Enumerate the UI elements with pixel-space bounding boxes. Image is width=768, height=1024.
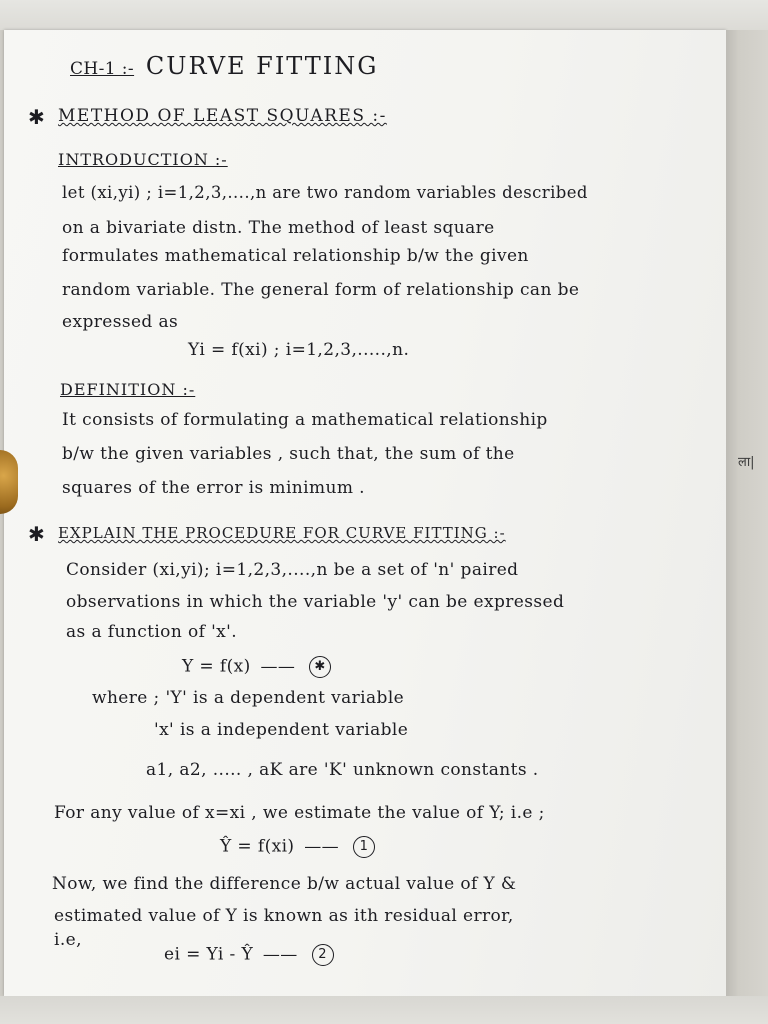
definition-line-1: It consists of formulating a mathematical relationship [62, 410, 548, 430]
definition-line-2: b/w the given variables , such that, the sum of the [62, 444, 515, 464]
bullet-star-icon: ✱ [28, 522, 45, 546]
equation-1-tag: 1 [353, 836, 375, 858]
equation-star [182, 656, 331, 678]
where-line-3: a1, a2, ..... , aK are 'K' unknown constants . [146, 760, 539, 780]
definition-line-3: squares of the error is minimum . [62, 478, 365, 498]
chapter-label: CH-1 :- [70, 59, 135, 79]
adjacent-page-text: ला| [738, 455, 755, 470]
where-line-2: 'x' is a independent variable [154, 720, 409, 740]
equation-1-expr: Ŷ = f(xi) [220, 836, 295, 857]
procedure-line-3: as a function of 'x'. [66, 622, 238, 642]
background-top [0, 0, 768, 30]
section-heading-procedure: EXPLAIN THE PROCEDURE FOR CURVE FITTING :- [58, 524, 506, 542]
equation-2-expr: ei = Yi - Ŷ [164, 944, 254, 965]
introduction-heading: INTRODUCTION :- [58, 150, 228, 169]
equation-dash: —— [304, 836, 340, 857]
background-bottom [0, 996, 768, 1024]
intro-line-1: let (xi,yi) ; i=1,2,3,....,n are two random variables described [62, 183, 588, 202]
intro-line-5: expressed as [62, 312, 179, 332]
thumb-finger [0, 450, 18, 514]
equation-dash: —— [262, 944, 298, 965]
equation-2-tag: 2 [312, 944, 334, 966]
intro-line-4: random variable. The general form of relationship can be [62, 280, 580, 300]
residual-line-1: Now, we find the difference b/w actual value of Y & [52, 874, 517, 894]
where-line-1: where ; 'Y' is a dependent variable [92, 688, 405, 708]
procedure-line-1: Consider (xi,yi); i=1,2,3,....,n be a set of 'n' paired [66, 560, 519, 580]
estimate-line: For any value of x=xi , we estimate the value of Y; i.e ; [54, 803, 545, 823]
section-heading-least-squares: METHOD OF LEAST SQUARES :- [58, 106, 387, 126]
bullet-star-icon: ✱ [28, 105, 45, 129]
chapter-title: CURVE FITTING [145, 52, 379, 80]
intro-formula: Yi = f(xi) ; i=1,2,3,.....,n. [188, 340, 410, 360]
equation-dash: —— [260, 656, 296, 677]
adjacent-page-edge [726, 30, 768, 996]
residual-line-2: estimated value of Y is known as ith residual error, [54, 906, 514, 926]
intro-line-3: formulates mathematical relationship b/w the given [62, 246, 529, 266]
equation-2 [164, 944, 334, 966]
residual-line-3: i.e, [54, 930, 82, 950]
page-title [70, 52, 378, 80]
intro-line-2: on a bivariate distn. The method of least square [62, 218, 495, 238]
star-tag-icon: ✱ [309, 656, 331, 678]
definition-heading: DEFINITION :- [60, 380, 196, 399]
procedure-line-2: observations in which the variable 'y' can be expressed [66, 592, 565, 612]
equation-1 [220, 836, 375, 858]
equation-star-expr: Y = f(x) [182, 656, 251, 677]
